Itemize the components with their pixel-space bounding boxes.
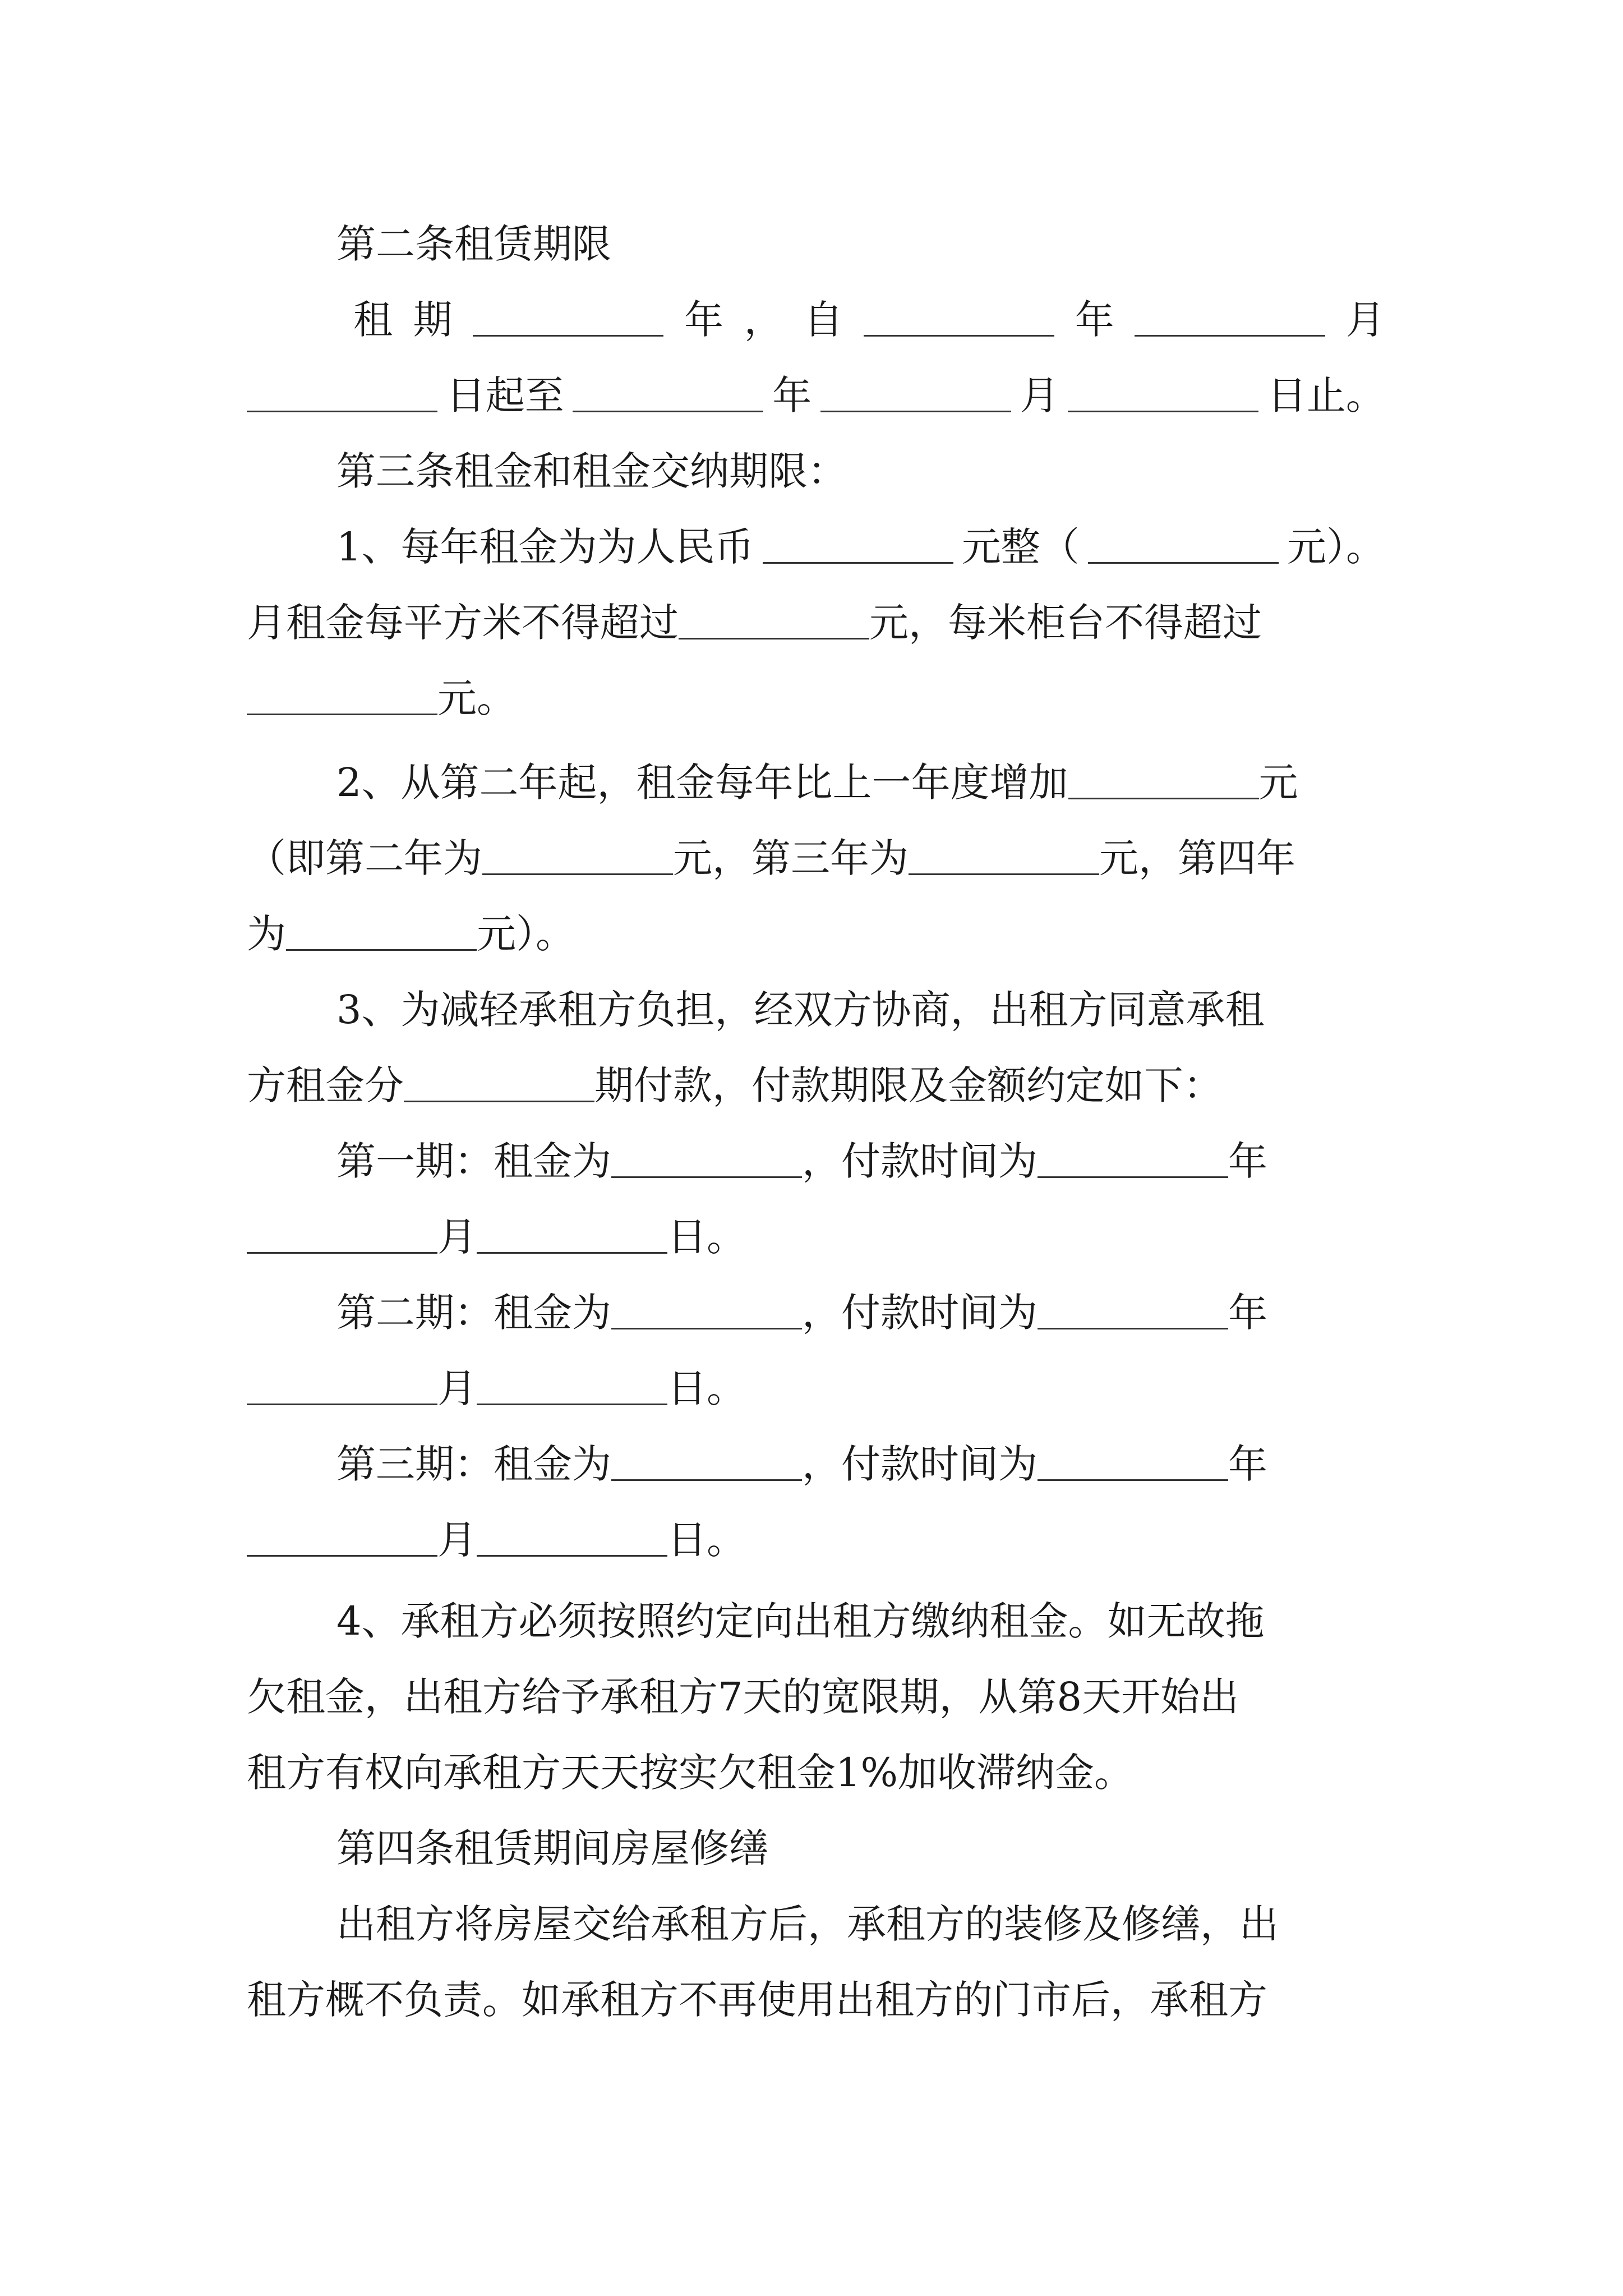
period-2-line-2 — [247, 1355, 1385, 1422]
text: 方租金分 — [247, 1062, 404, 1108]
text: 元。 — [437, 675, 516, 721]
text: 为 — [247, 911, 286, 957]
text: ， — [744, 297, 783, 343]
article-4-title — [336, 1815, 1385, 1882]
text: 年 — [1228, 1138, 1267, 1184]
text: 元）。 — [477, 911, 575, 957]
end-year-blank[interactable] — [573, 408, 763, 412]
period-3-year-blank[interactable] — [1038, 1477, 1228, 1481]
text: 年 — [772, 372, 812, 418]
text: 元）。 — [1287, 524, 1385, 570]
text: 4、承租方必须按照约定向出租方缴纳租金。如无故拖 — [336, 1598, 1265, 1644]
para-2-line-2 — [247, 825, 1385, 892]
article-2-title — [336, 210, 1385, 278]
article-3-title — [336, 438, 1385, 505]
text: 租 — [353, 297, 393, 343]
text: 租方有权向承租方天天按实欠租金1%加收滞纳金。 — [247, 1750, 1134, 1796]
article-2-title-text: 第二条租赁期限 — [336, 221, 611, 267]
text: 年 — [1075, 297, 1114, 343]
text: 出租方将房屋交给承租方后，承租方的装修及修缮，出 — [336, 1901, 1279, 1947]
text: 日。 — [667, 1365, 746, 1411]
text: 期付款，付款期限及金额约定如下： — [594, 1062, 1223, 1108]
period-2-amount-blank[interactable] — [611, 1326, 802, 1329]
lease-years-blank[interactable] — [473, 333, 663, 337]
text: 第三期：租金为 — [336, 1441, 611, 1487]
year-3-rent-blank[interactable] — [909, 871, 1099, 875]
text: 月 — [1345, 297, 1385, 343]
annual-rent-figure-blank[interactable] — [1088, 560, 1279, 564]
text: 日止。 — [1267, 372, 1385, 418]
end-day-blank[interactable] — [1068, 408, 1258, 412]
year-4-rent-blank[interactable] — [286, 947, 477, 951]
period-1-line-2 — [247, 1203, 1385, 1271]
para-1-line-2 — [247, 589, 1385, 656]
article-4-line-2 — [247, 1966, 1385, 2033]
period-2-month-blank[interactable] — [247, 1401, 437, 1405]
text: 欠租金，出租方给予承租方7天的宽限期，从第8天开始出 — [247, 1674, 1239, 1720]
annual-rent-blank[interactable] — [763, 560, 953, 564]
period-1-amount-blank[interactable] — [611, 1174, 802, 1178]
end-month-blank[interactable] — [820, 408, 1011, 412]
installments-blank[interactable] — [404, 1098, 594, 1102]
text: 月租金每平方米不得超过 — [247, 600, 679, 646]
text: 日起至 — [446, 372, 564, 418]
para-2-line-1 — [336, 749, 1385, 816]
period-3-amount-blank[interactable] — [611, 1477, 802, 1481]
para-1-line-1 — [336, 513, 1385, 581]
text: 年 — [1228, 1441, 1267, 1487]
article-4-line-1 — [336, 1890, 1385, 1958]
text: 2、从第二年起，租金每年比上一年度增加 — [336, 760, 1068, 806]
text: 元，第三年为 — [673, 835, 909, 881]
period-2-year-blank[interactable] — [1038, 1326, 1228, 1329]
text: 元，第四年 — [1099, 835, 1295, 881]
text: 第一期：租金为 — [336, 1138, 611, 1184]
period-2-day-blank[interactable] — [477, 1401, 667, 1405]
period-2-line-1 — [336, 1279, 1385, 1346]
period-1-day-blank[interactable] — [477, 1250, 667, 1254]
text: ，付款时间为 — [802, 1441, 1038, 1487]
text: 元 — [1258, 760, 1298, 806]
text: 3、为减轻承租方负担，经双方协商，出租方同意承租 — [336, 987, 1265, 1033]
period-3-month-blank[interactable] — [247, 1553, 437, 1557]
para-4-line-2 — [247, 1663, 1385, 1731]
text: 日。 — [667, 1517, 746, 1563]
article-2-line-2 — [247, 362, 1385, 429]
text: 期 — [413, 297, 453, 343]
text: 月 — [437, 1365, 477, 1411]
article-2-line-1 — [353, 286, 1385, 353]
period-1-line-1 — [336, 1128, 1385, 1195]
year-2-rent-blank[interactable] — [482, 871, 673, 875]
para-3-line-2 — [247, 1052, 1385, 1119]
start-day-blank[interactable] — [247, 408, 437, 412]
period-3-line-1 — [336, 1430, 1385, 1498]
text: 年 — [1228, 1290, 1267, 1336]
start-year-blank[interactable] — [864, 333, 1054, 337]
para-4-line-1 — [336, 1588, 1385, 1655]
rent-per-counter-blank[interactable] — [247, 711, 437, 715]
para-1-line-3 — [247, 665, 1385, 732]
article-4-title-text: 第四条租赁期间房屋修缮 — [336, 1825, 768, 1871]
text: 月 — [437, 1517, 477, 1563]
start-month-blank[interactable] — [1135, 333, 1325, 337]
period-1-year-blank[interactable] — [1038, 1174, 1228, 1178]
period-3-day-blank[interactable] — [477, 1553, 667, 1557]
text: 年 — [684, 297, 723, 343]
annual-increase-blank[interactable] — [1068, 795, 1259, 799]
para-4-line-3 — [247, 1739, 1385, 1806]
para-3-line-1 — [336, 976, 1385, 1043]
text: 第二期：租金为 — [336, 1290, 611, 1336]
text: 1、每年租金为为人民币 — [336, 524, 754, 570]
period-1-month-blank[interactable] — [247, 1250, 437, 1254]
text: 月 — [437, 1214, 477, 1260]
para-2-line-3 — [247, 900, 1385, 968]
text: 日。 — [667, 1214, 746, 1260]
text: ，付款时间为 — [802, 1138, 1038, 1184]
text: 自 — [804, 297, 843, 343]
period-3-line-2 — [247, 1506, 1385, 1573]
rent-per-sqm-blank[interactable] — [679, 636, 869, 639]
text: 月 — [1020, 372, 1059, 418]
text: 租方概不负责。如承租方不再使用出租方的门市后，承租方 — [247, 1977, 1267, 2023]
article-3-title-text: 第三条租金和租金交纳期限： — [336, 448, 847, 494]
text: 元，每米柜台不得超过 — [869, 600, 1262, 646]
text: （即第二年为 — [247, 835, 482, 881]
text: ，付款时间为 — [802, 1290, 1038, 1336]
text: 元整（ — [961, 524, 1080, 570]
